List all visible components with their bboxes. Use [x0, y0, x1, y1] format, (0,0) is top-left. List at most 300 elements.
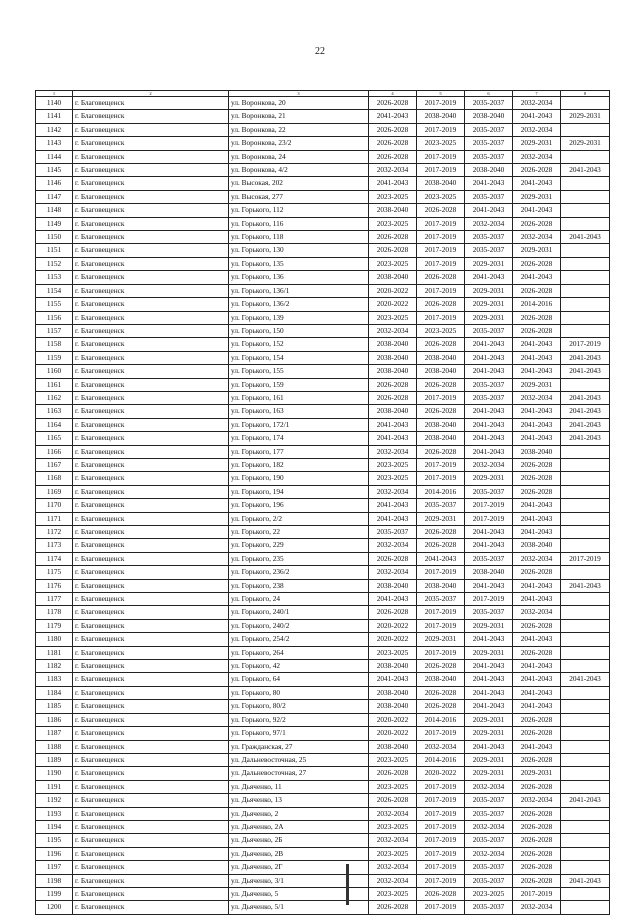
period-2-cell: 2014-2016: [417, 485, 465, 498]
period-4-cell: 2026-2028: [513, 834, 561, 847]
period-1-cell: 2038-2040: [369, 351, 417, 364]
period-1-cell: 2032-2034: [369, 539, 417, 552]
period-5-cell: 2041-2043: [561, 164, 610, 177]
address-cell: ул. Воронкова, 24: [229, 150, 369, 163]
row-number-cell: 1142: [36, 123, 73, 136]
settlement-cell: г. Благовещенск: [73, 110, 229, 123]
period-4-cell: 2017-2019: [513, 887, 561, 900]
settlement-cell: г. Благовещенск: [73, 177, 229, 190]
column-number: 7: [513, 91, 561, 97]
table-row: [36, 137, 610, 150]
period-5-cell: [561, 727, 610, 740]
table-row: [36, 780, 610, 793]
period-2-cell: 2023-2025: [417, 324, 465, 337]
period-4-cell: 2041-2043: [513, 204, 561, 217]
period-5-cell: [561, 539, 610, 552]
table-row: [36, 257, 610, 270]
period-4-cell: 2026-2028: [513, 311, 561, 324]
period-1-cell: 2038-2040: [369, 365, 417, 378]
period-2-cell: 2017-2019: [417, 807, 465, 820]
settlement-cell: г. Благовещенск: [73, 485, 229, 498]
address-cell: ул. Горького, 150: [229, 324, 369, 337]
row-number-cell: 1192: [36, 794, 73, 807]
settlement-cell: г. Благовещенск: [73, 606, 229, 619]
period-2-cell: 2017-2019: [417, 834, 465, 847]
period-5-cell: [561, 901, 610, 914]
table-row: [36, 284, 610, 297]
settlement-cell: г. Благовещенск: [73, 324, 229, 337]
period-3-cell: 2041-2043: [465, 633, 513, 646]
address-cell: ул. Горького, 240/1: [229, 606, 369, 619]
settlement-cell: г. Благовещенск: [73, 512, 229, 525]
period-2-cell: 2017-2019: [417, 458, 465, 471]
settlement-cell: г. Благовещенск: [73, 660, 229, 673]
address-cell: ул. Дьяченко, 5: [229, 887, 369, 900]
row-number-cell: 1172: [36, 526, 73, 539]
settlement-cell: г. Благовещенск: [73, 579, 229, 592]
period-2-cell: 2017-2019: [417, 311, 465, 324]
period-1-cell: 2038-2040: [369, 740, 417, 753]
table-row: [36, 271, 610, 284]
table-row: [36, 807, 610, 820]
settlement-cell: г. Благовещенск: [73, 526, 229, 539]
table-row: [36, 713, 610, 726]
period-5-cell: [561, 244, 610, 257]
period-3-cell: 2029-2031: [465, 767, 513, 780]
settlement-cell: г. Благовещенск: [73, 499, 229, 512]
address-cell: ул. Дьяченко, 2: [229, 807, 369, 820]
period-5-cell: [561, 324, 610, 337]
period-5-cell: 2029-2031: [561, 137, 610, 150]
row-number-cell: 1163: [36, 405, 73, 418]
period-5-cell: [561, 512, 610, 525]
period-2-cell: 2038-2040: [417, 351, 465, 364]
period-3-cell: 2035-2037: [465, 391, 513, 404]
period-5-cell: 2041-2043: [561, 391, 610, 404]
period-3-cell: 2041-2043: [465, 700, 513, 713]
row-number-cell: 1161: [36, 378, 73, 391]
period-4-cell: 2026-2028: [513, 217, 561, 230]
period-1-cell: 2038-2040: [369, 405, 417, 418]
period-2-cell: 2041-2043: [417, 552, 465, 565]
table-row: [36, 231, 610, 244]
table-row: [36, 874, 610, 887]
period-2-cell: 2038-2040: [417, 110, 465, 123]
address-cell: ул. Дьяченко, 2Г: [229, 861, 369, 874]
period-4-cell: 2026-2028: [513, 847, 561, 860]
period-3-cell: 2029-2031: [465, 298, 513, 311]
table-row: [36, 834, 610, 847]
table-row: [36, 820, 610, 833]
address-cell: ул. Горького, 135: [229, 257, 369, 270]
period-1-cell: 2026-2028: [369, 150, 417, 163]
settlement-cell: г. Благовещенск: [73, 740, 229, 753]
period-5-cell: [561, 472, 610, 485]
settlement-cell: г. Благовещенск: [73, 566, 229, 579]
period-4-cell: 2026-2028: [513, 164, 561, 177]
column-number: 4: [369, 91, 417, 97]
settlement-cell: г. Благовещенск: [73, 713, 229, 726]
period-1-cell: 2041-2043: [369, 499, 417, 512]
period-4-cell: 2041-2043: [513, 499, 561, 512]
period-4-cell: 2029-2031: [513, 767, 561, 780]
column-number: 1: [36, 91, 73, 97]
period-3-cell: 2035-2037: [465, 137, 513, 150]
table-row: [36, 485, 610, 498]
address-cell: ул. Горького, 92/2: [229, 713, 369, 726]
settlement-cell: г. Благовещенск: [73, 137, 229, 150]
address-cell: ул. Горького, 229: [229, 539, 369, 552]
period-2-cell: 2017-2019: [417, 727, 465, 740]
period-5-cell: [561, 753, 610, 766]
period-1-cell: 2041-2043: [369, 673, 417, 686]
table-row: [36, 606, 610, 619]
period-4-cell: 2026-2028: [513, 458, 561, 471]
settlement-cell: г. Благовещенск: [73, 673, 229, 686]
period-3-cell: 2035-2037: [465, 150, 513, 163]
period-1-cell: 2026-2028: [369, 378, 417, 391]
period-2-cell: 2038-2040: [417, 579, 465, 592]
address-cell: ул. Горького, 136/1: [229, 284, 369, 297]
period-4-cell: 2026-2028: [513, 324, 561, 337]
period-5-cell: [561, 284, 610, 297]
period-1-cell: 2032-2034: [369, 445, 417, 458]
row-number-cell: 1167: [36, 458, 73, 471]
period-2-cell: 2026-2028: [417, 378, 465, 391]
period-1-cell: 2026-2028: [369, 137, 417, 150]
period-5-cell: [561, 606, 610, 619]
row-number-cell: 1158: [36, 338, 73, 351]
settlement-cell: г. Благовещенск: [73, 593, 229, 606]
table-row: [36, 753, 610, 766]
settlement-cell: г. Благовещенск: [73, 847, 229, 860]
period-5-cell: 2041-2043: [561, 874, 610, 887]
settlement-cell: г. Благовещенск: [73, 365, 229, 378]
row-number-cell: 1179: [36, 619, 73, 632]
period-4-cell: 2041-2043: [513, 405, 561, 418]
period-5-cell: [561, 593, 610, 606]
table-row: [36, 794, 610, 807]
row-number-cell: 1199: [36, 887, 73, 900]
period-2-cell: 2038-2040: [417, 418, 465, 431]
period-3-cell: 2035-2037: [465, 834, 513, 847]
period-3-cell: 2035-2037: [465, 606, 513, 619]
address-cell: ул. Дьяченко, 2Б: [229, 834, 369, 847]
table-row: [36, 432, 610, 445]
period-2-cell: 2026-2028: [417, 660, 465, 673]
row-number-cell: 1173: [36, 539, 73, 552]
address-cell: ул. Горького, 152: [229, 338, 369, 351]
table-row: [36, 244, 610, 257]
page-number: 22: [315, 46, 325, 57]
address-cell: ул. Воронкова, 21: [229, 110, 369, 123]
period-3-cell: 2038-2040: [465, 164, 513, 177]
period-5-cell: [561, 97, 610, 110]
table-row: [36, 458, 610, 471]
period-1-cell: 2023-2025: [369, 458, 417, 471]
settlement-cell: г. Благовещенск: [73, 646, 229, 659]
period-3-cell: 2041-2043: [465, 660, 513, 673]
address-cell: ул. Горького, 80: [229, 686, 369, 699]
settlement-cell: г. Благовещенск: [73, 445, 229, 458]
row-number-cell: 1156: [36, 311, 73, 324]
address-cell: ул. Высокая, 277: [229, 190, 369, 203]
row-number-cell: 1164: [36, 418, 73, 431]
settlement-cell: г. Благовещенск: [73, 633, 229, 646]
period-4-cell: 2014-2016: [513, 298, 561, 311]
settlement-cell: г. Благовещенск: [73, 552, 229, 565]
period-5-cell: 2041-2043: [561, 673, 610, 686]
period-3-cell: 2029-2031: [465, 619, 513, 632]
period-4-cell: 2041-2043: [513, 526, 561, 539]
period-5-cell: [561, 257, 610, 270]
period-1-cell: 2038-2040: [369, 271, 417, 284]
period-4-cell: 2041-2043: [513, 418, 561, 431]
period-5-cell: 2017-2019: [561, 338, 610, 351]
period-1-cell: 2038-2040: [369, 686, 417, 699]
period-4-cell: 2032-2034: [513, 123, 561, 136]
table-row: [36, 445, 610, 458]
table-row: [36, 727, 610, 740]
row-number-cell: 1196: [36, 847, 73, 860]
period-4-cell: 2041-2043: [513, 512, 561, 525]
period-2-cell: 2017-2019: [417, 780, 465, 793]
period-1-cell: 2041-2043: [369, 110, 417, 123]
period-2-cell: 2017-2019: [417, 150, 465, 163]
period-1-cell: 2020-2022: [369, 619, 417, 632]
address-cell: ул. Горького, 154: [229, 351, 369, 364]
period-1-cell: 2041-2043: [369, 418, 417, 431]
period-4-cell: 2032-2034: [513, 391, 561, 404]
table-row: [36, 298, 610, 311]
period-3-cell: 2041-2043: [465, 271, 513, 284]
row-number-cell: 1146: [36, 177, 73, 190]
period-5-cell: [561, 780, 610, 793]
settlement-cell: г. Благовещенск: [73, 539, 229, 552]
period-2-cell: 2017-2019: [417, 217, 465, 230]
table-row: [36, 633, 610, 646]
address-cell: ул. Горького, 161: [229, 391, 369, 404]
period-2-cell: 2017-2019: [417, 391, 465, 404]
settlement-cell: г. Благовещенск: [73, 257, 229, 270]
period-5-cell: [561, 646, 610, 659]
address-cell: ул. Горького, 194: [229, 485, 369, 498]
row-number-cell: 1187: [36, 727, 73, 740]
table-row: [36, 512, 610, 525]
address-cell: ул. Горького, 64: [229, 673, 369, 686]
period-4-cell: 2026-2028: [513, 727, 561, 740]
settlement-cell: г. Благовещенск: [73, 619, 229, 632]
address-cell: ул. Горького, 163: [229, 405, 369, 418]
row-number-cell: 1176: [36, 579, 73, 592]
period-3-cell: 2029-2031: [465, 713, 513, 726]
period-3-cell: 2041-2043: [465, 686, 513, 699]
address-cell: ул. Высокая, 202: [229, 177, 369, 190]
row-number-cell: 1185: [36, 700, 73, 713]
row-number-cell: 1165: [36, 432, 73, 445]
settlement-cell: г. Благовещенск: [73, 405, 229, 418]
address-cell: ул. Дьяченко, 2А: [229, 820, 369, 833]
address-cell: ул. Горького, 174: [229, 432, 369, 445]
table-row: [36, 619, 610, 632]
period-2-cell: 2026-2028: [417, 686, 465, 699]
period-4-cell: 2041-2043: [513, 351, 561, 364]
period-3-cell: 2017-2019: [465, 499, 513, 512]
row-number-cell: 1175: [36, 566, 73, 579]
period-4-cell: 2041-2043: [513, 673, 561, 686]
period-4-cell: 2026-2028: [513, 619, 561, 632]
period-5-cell: 2041-2043: [561, 231, 610, 244]
table-row: [36, 579, 610, 592]
settlement-cell: г. Благовещенск: [73, 378, 229, 391]
row-number-cell: 1149: [36, 217, 73, 230]
settlement-cell: г. Благовещенск: [73, 298, 229, 311]
address-cell: ул. Горького, 190: [229, 472, 369, 485]
period-1-cell: 2032-2034: [369, 485, 417, 498]
address-cell: ул. Горького, 155: [229, 365, 369, 378]
housing-registry-table: [35, 90, 610, 915]
row-number-cell: 1155: [36, 298, 73, 311]
settlement-cell: г. Благовещенск: [73, 820, 229, 833]
period-5-cell: 2041-2043: [561, 365, 610, 378]
address-cell: ул. Горького, 177: [229, 445, 369, 458]
settlement-cell: г. Благовещенск: [73, 217, 229, 230]
row-number-cell: 1150: [36, 231, 73, 244]
period-2-cell: 2017-2019: [417, 566, 465, 579]
period-3-cell: 2041-2043: [465, 365, 513, 378]
settlement-cell: г. Благовещенск: [73, 794, 229, 807]
table-row: [36, 887, 610, 900]
address-cell: ул. Горького, 238: [229, 579, 369, 592]
address-cell: ул. Горького, 2/2: [229, 512, 369, 525]
period-1-cell: 2023-2025: [369, 847, 417, 860]
row-number-cell: 1200: [36, 901, 73, 914]
period-3-cell: 2041-2043: [465, 445, 513, 458]
period-5-cell: [561, 485, 610, 498]
row-number-cell: 1188: [36, 740, 73, 753]
address-cell: ул. Дьяченко, 2В: [229, 847, 369, 860]
table-row: [36, 552, 610, 565]
period-5-cell: [561, 619, 610, 632]
period-5-cell: 2041-2043: [561, 432, 610, 445]
period-3-cell: 2041-2043: [465, 579, 513, 592]
row-number-cell: 1143: [36, 137, 73, 150]
table-row: [36, 150, 610, 163]
table-row: [36, 338, 610, 351]
address-cell: ул. Дьяченко, 5/1: [229, 901, 369, 914]
period-4-cell: 2026-2028: [513, 753, 561, 766]
settlement-cell: г. Благовещенск: [73, 767, 229, 780]
address-cell: ул. Горького, 116: [229, 217, 369, 230]
settlement-cell: г. Благовещенск: [73, 311, 229, 324]
period-2-cell: 2017-2019: [417, 97, 465, 110]
address-cell: ул. Гражданская, 27: [229, 740, 369, 753]
period-5-cell: [561, 445, 610, 458]
table-row: [36, 97, 610, 110]
settlement-cell: г. Благовещенск: [73, 271, 229, 284]
period-2-cell: 2017-2019: [417, 646, 465, 659]
binding-mark: [346, 864, 349, 905]
table-row: [36, 418, 610, 431]
period-5-cell: [561, 686, 610, 699]
table-row: [36, 847, 610, 860]
row-number-cell: 1186: [36, 713, 73, 726]
address-cell: ул. Горького, 112: [229, 204, 369, 217]
row-number-cell: 1145: [36, 164, 73, 177]
table-row: [36, 472, 610, 485]
period-3-cell: 2017-2019: [465, 593, 513, 606]
period-2-cell: 2035-2037: [417, 499, 465, 512]
period-4-cell: 2041-2043: [513, 740, 561, 753]
period-5-cell: [561, 298, 610, 311]
period-4-cell: 2026-2028: [513, 874, 561, 887]
period-5-cell: 2041-2043: [561, 351, 610, 364]
period-4-cell: 2041-2043: [513, 432, 561, 445]
row-number-cell: 1157: [36, 324, 73, 337]
settlement-cell: г. Благовещенск: [73, 458, 229, 471]
address-cell: ул. Горького, 130: [229, 244, 369, 257]
settlement-cell: г. Благовещенск: [73, 432, 229, 445]
address-cell: ул. Дьяченко, 11: [229, 780, 369, 793]
period-1-cell: 2026-2028: [369, 767, 417, 780]
address-cell: ул. Горького, 80/2: [229, 700, 369, 713]
period-3-cell: 2041-2043: [465, 418, 513, 431]
period-2-cell: 2026-2028: [417, 405, 465, 418]
period-3-cell: 2041-2043: [465, 432, 513, 445]
table-row: [36, 164, 610, 177]
period-5-cell: [561, 633, 610, 646]
table-row: [36, 646, 610, 659]
period-3-cell: 2035-2037: [465, 324, 513, 337]
settlement-cell: г. Благовещенск: [73, 391, 229, 404]
address-cell: ул. Горького, 22: [229, 526, 369, 539]
period-3-cell: 2023-2025: [465, 887, 513, 900]
address-cell: ул. Воронкова, 20: [229, 97, 369, 110]
period-2-cell: 2017-2019: [417, 244, 465, 257]
period-4-cell: 2026-2028: [513, 472, 561, 485]
period-3-cell: 2035-2037: [465, 901, 513, 914]
row-number-cell: 1191: [36, 780, 73, 793]
period-2-cell: 2023-2025: [417, 137, 465, 150]
row-number-cell: 1166: [36, 445, 73, 458]
settlement-cell: г. Благовещенск: [73, 901, 229, 914]
period-3-cell: 2035-2037: [465, 231, 513, 244]
period-3-cell: 2041-2043: [465, 177, 513, 190]
period-3-cell: 2029-2031: [465, 284, 513, 297]
period-3-cell: 2035-2037: [465, 97, 513, 110]
table-row: [36, 365, 610, 378]
address-cell: ул. Горького, 264: [229, 646, 369, 659]
period-4-cell: 2041-2043: [513, 271, 561, 284]
period-4-cell: 2026-2028: [513, 257, 561, 270]
period-2-cell: 2020-2022: [417, 767, 465, 780]
period-1-cell: 2041-2043: [369, 512, 417, 525]
row-number-cell: 1147: [36, 190, 73, 203]
period-2-cell: 2017-2019: [417, 472, 465, 485]
row-number-cell: 1193: [36, 807, 73, 820]
settlement-cell: г. Благовещенск: [73, 686, 229, 699]
settlement-cell: г. Благовещенск: [73, 244, 229, 257]
period-2-cell: 2017-2019: [417, 820, 465, 833]
period-5-cell: [561, 311, 610, 324]
table-row: [36, 566, 610, 579]
period-2-cell: 2017-2019: [417, 164, 465, 177]
address-cell: ул. Горького, 236/2: [229, 566, 369, 579]
period-1-cell: 2032-2034: [369, 861, 417, 874]
settlement-cell: г. Благовещенск: [73, 164, 229, 177]
period-5-cell: [561, 887, 610, 900]
period-3-cell: 2038-2040: [465, 566, 513, 579]
